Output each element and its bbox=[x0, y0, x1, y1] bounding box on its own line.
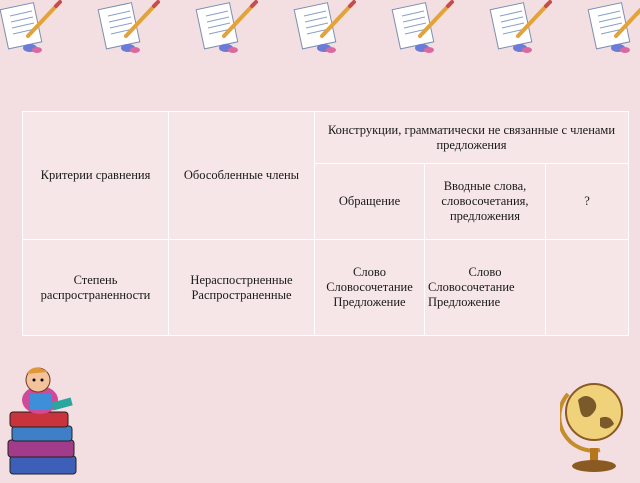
cell-isolated-values bbox=[169, 240, 315, 336]
address-value-1: Слово bbox=[353, 265, 386, 279]
globe-icon bbox=[560, 370, 632, 483]
header-address: Обращение bbox=[315, 164, 425, 240]
address-value-3: Предложение bbox=[333, 295, 406, 309]
intro-value-2: Словосочетание bbox=[428, 280, 515, 294]
boy-on-books-icon bbox=[4, 360, 84, 483]
header-isolated-members: Обособленные члены bbox=[169, 112, 315, 240]
address-value-2: Словосочетание bbox=[326, 280, 413, 294]
cell-empty bbox=[546, 240, 629, 336]
comparison-table bbox=[22, 111, 629, 336]
isolated-value-2: Распространенные bbox=[191, 287, 292, 302]
notepad-pencil-icon bbox=[0, 0, 640, 60]
isolated-value-1: Нераспострненные bbox=[190, 272, 293, 287]
row-degree: Степень распространенности bbox=[23, 240, 169, 336]
cell-address-values bbox=[315, 240, 425, 336]
decorative-border bbox=[0, 0, 640, 60]
header-introductory: Вводные слова, словосочетания, предложения bbox=[425, 164, 546, 240]
header-question: ? bbox=[546, 164, 629, 240]
cell-intro-values bbox=[425, 240, 546, 336]
header-constructions: Конструкции, грамматически не связанные с членами предложения bbox=[315, 112, 629, 164]
intro-value-3: Предложение bbox=[428, 295, 501, 309]
intro-value-1: Слово bbox=[468, 265, 502, 279]
header-criteria: Критерии сравнения bbox=[23, 112, 169, 240]
